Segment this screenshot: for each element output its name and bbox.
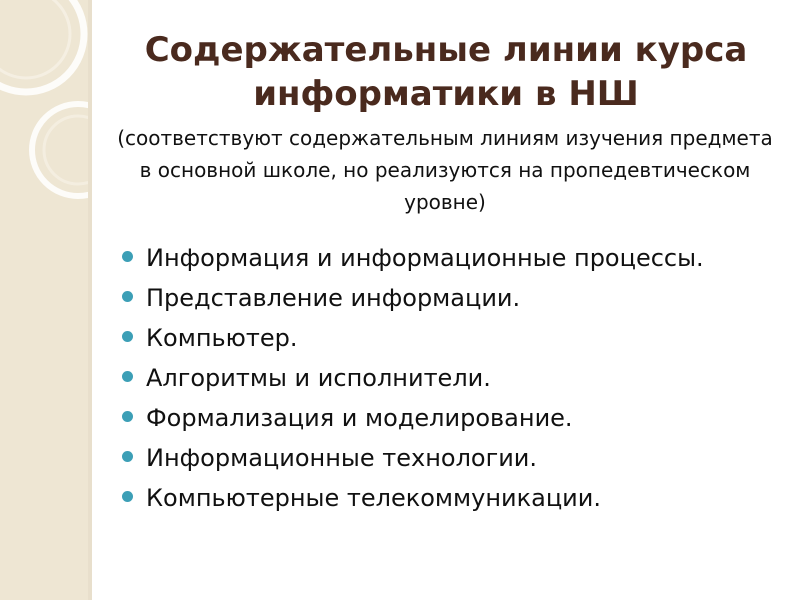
bullet-icon: [122, 251, 133, 262]
list-item-text: Компьютер.: [146, 324, 298, 352]
bullet-icon: [122, 451, 133, 462]
decorative-rings: [0, 0, 88, 600]
slide-title: Содержательные линии курса информатики в НШ: [144, 30, 748, 114]
list-item-text: Информация и информационные процессы.: [146, 244, 704, 272]
list-item: [122, 480, 782, 516]
list-item: [122, 320, 782, 356]
bullet-icon: [122, 291, 133, 302]
bullet-icon: [122, 491, 133, 502]
list-item-text: Формализация и моделирование.: [146, 404, 573, 432]
bullet-list: [122, 240, 782, 520]
list-item-text: Представление информации.: [146, 284, 521, 312]
decorative-side-band: [0, 0, 88, 600]
list-item: [122, 400, 782, 436]
bullet-icon: [122, 411, 133, 422]
list-item-text: Компьютерные телекоммуникации.: [146, 484, 601, 512]
list-item: [122, 280, 782, 316]
list-item-text: Информационные технологии.: [146, 444, 538, 472]
list-item: [122, 240, 782, 276]
slide-content: [92, 0, 800, 600]
bullet-icon: [122, 371, 133, 382]
list-item: [122, 440, 782, 476]
slide-subtitle: (соответствуют содержательным линиям изучения предмета в основной школе, но реализуются на пропедевтическом уровне): [117, 126, 773, 214]
bullet-icon: [122, 331, 133, 342]
list-item-text: Алгоритмы и исполнители.: [146, 364, 491, 392]
list-item: [122, 360, 782, 396]
